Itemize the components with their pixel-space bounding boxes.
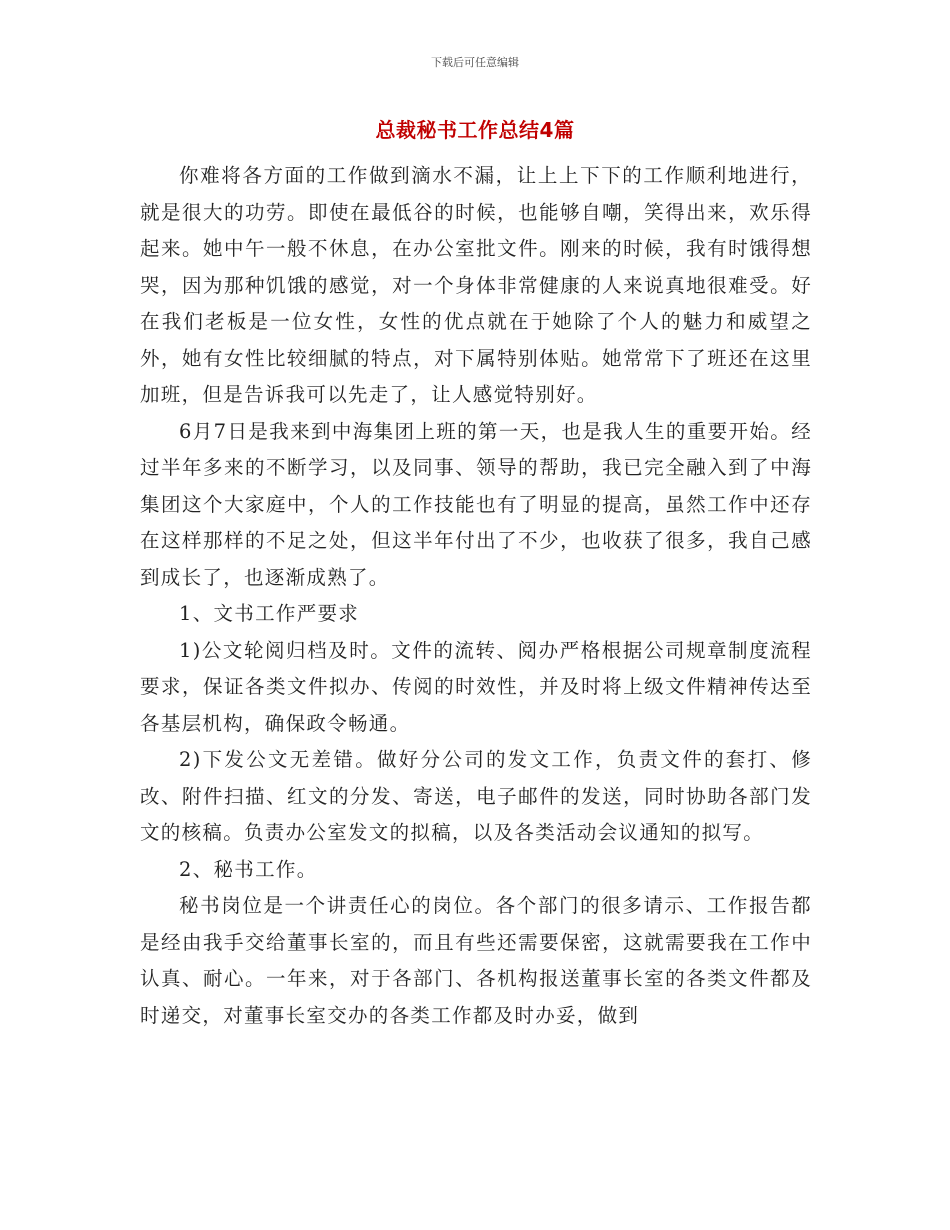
document-title: 总裁秘书工作总结4篇 xyxy=(375,118,575,142)
paragraph-3: 1)公文轮阅归档及时。文件的流转、阅办严格根据公司规章制度流程要求，保证各类文件拟办、传阅的时效性，并及时将上级文件精神传达至各基层机构，确保政令畅通。 xyxy=(140,638,812,735)
page-header-note: 下载后可任意编辑 xyxy=(431,56,519,69)
paragraph-1: 你难将各方面的工作做到滴水不漏，让上上下下的工作顺利地进行，就是很大的功劳。即使在最低谷的时候，也能够自嘲，笑得出来，欢乐得起来。她中午一般不休息，在办公室批文件。刚来的时候，我有时饿得想哭，因为那种饥饿的感觉，对一个身体非常健康的人来说真地很难受。好在我们老板是一位女性，女性的优点就在于她除了个人的魅力和威望之外，她有女性比较细腻的特点，对下属特别体贴。她常常下了班还在这里加班，但是告诉我可以先走了，让人感觉特别好。 xyxy=(140,164,812,406)
paragraph-5: 秘书岗位是一个讲责任心的岗位。各个部门的很多请示、工作报告都是经由我手交给董事长室的，而且有些还需要保密，这就需要我在工作中认真、耐心。一年来，对于各部门、各机构报送董事长室的各类文件都及时递交，对董事长室交办的各类工作都及时办妥，做到 xyxy=(140,894,812,1027)
paragraph-2: 6月7日是我来到中海集团上班的第一天，也是我人生的重要开始。经过半年多来的不断学习，以及同事、领导的帮助，我已完全融入到了中海集团这个大家庭中，个人的工作技能也有了明显的提高，虽然工作中还存在这样那样的不足之处，但这半年付出了不少，也收获了很多，我自己感到成长了，也逐渐成熟了。 xyxy=(140,419,812,589)
document-body xyxy=(140,158,812,1034)
section-heading-1: 1、文书工作严要求 xyxy=(179,602,360,625)
section-heading-2: 2、秘书工作。 xyxy=(179,857,318,881)
paragraph-4: 2)下发公文无差错。做好分公司的发文工作，负责文件的套打、修改、附件扫描、红文的分发、寄送，电子邮件的发送，同时协助各部门发文的核稿。负责办公室发文的拟稿，以及各类活动会议通知的拟写。 xyxy=(140,748,812,844)
